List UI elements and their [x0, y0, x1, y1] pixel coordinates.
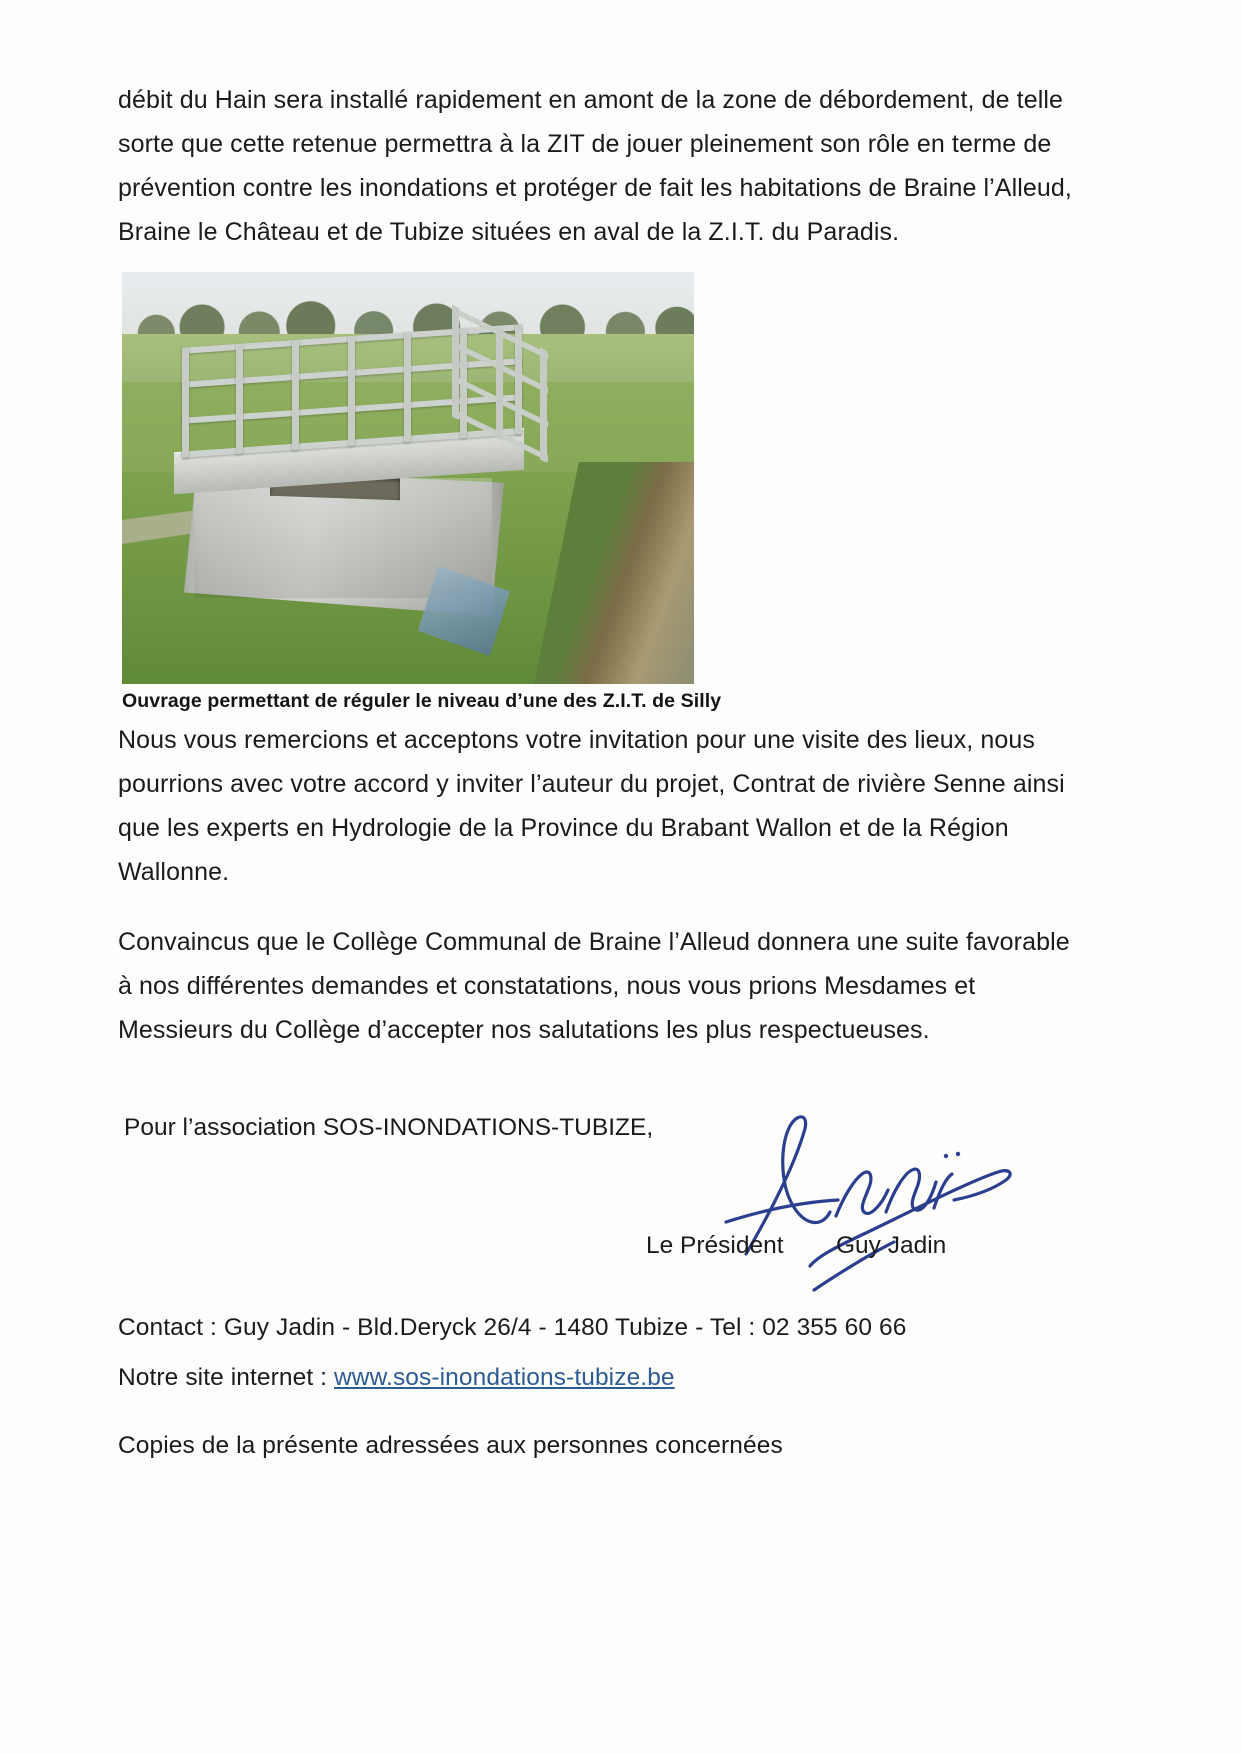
signer-name: Guy Jadin: [836, 1232, 947, 1259]
paragraph-closing-request: Convaincus que le Collège Communal de Braine l’Alleud donnera une suite favorable à nos différentes demandes et constatations, nous vous prions Mesdames et Messieurs du Collège d’accepter nos salutations les plus respectueuses.: [118, 928, 1070, 1044]
website-link[interactable]: www.sos-inondations-tubize.be: [334, 1364, 675, 1391]
website-line: [118, 1358, 1078, 1398]
website-label: Notre site internet :: [118, 1364, 328, 1391]
signer-role: Le Président: [646, 1232, 784, 1259]
contact-block: [118, 1308, 1078, 1398]
copies-note: Copies de la présente adressées aux personnes concernées: [118, 1432, 783, 1459]
photo-hydraulic-structure: [122, 272, 694, 684]
figure-caption: Ouvrage permettant de réguler le niveau d’une des Z.I.T. de Silly: [122, 690, 722, 712]
paragraph-thanks: Nous vous remercions et acceptons votre invitation pour une visite des lieux, nous pourrions avec votre accord y inviter l’auteur du projet, Contrat de rivière Senne ainsi que les experts en Hydrologie de la Province du Brabant Wallon et de la Région Wallonne.: [118, 726, 1065, 886]
paragraph-continuation: débit du Hain sera installé rapidement en amont de la zone de débordement, de telle sorte que cette retenue permettra à la ZIT de jouer pleinement son rôle en terme de prévention contre les inondations et protéger de fait les habitations de Braine l’Alleud, Braine le Château et de Tubize situées en aval de la Z.I.T. du Paradis.: [118, 86, 1072, 246]
document-body: [118, 78, 1078, 1494]
signature-block: [118, 1114, 1078, 1304]
figure-zit-silly: [122, 272, 722, 714]
association-line: Pour l’association SOS-INONDATIONS-TUBIZE,: [124, 1114, 654, 1141]
signature-image: [718, 1104, 1018, 1294]
contact-line: Contact : Guy Jadin - Bld.Deryck 26/4 - 1480 Tubize - Tel : 02 355 60 66: [118, 1314, 907, 1341]
